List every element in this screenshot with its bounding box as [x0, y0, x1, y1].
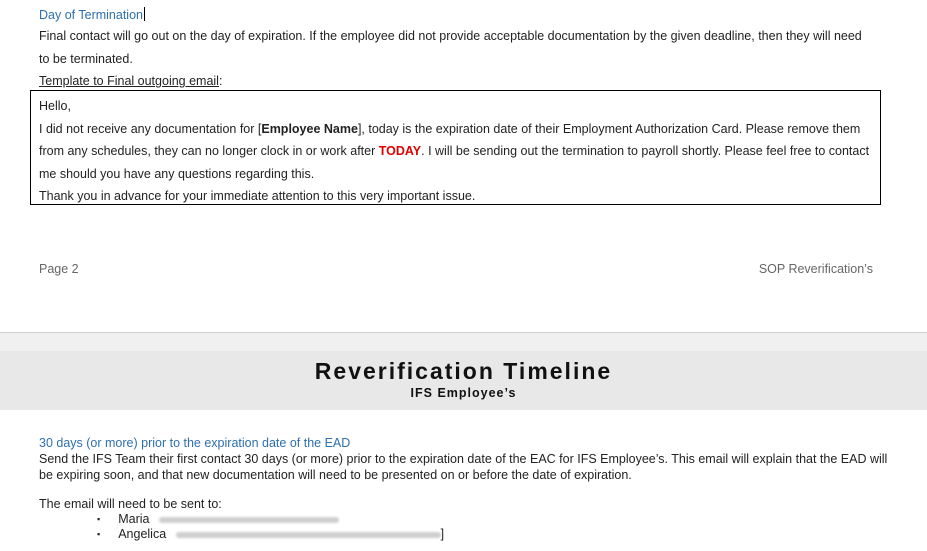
today-highlight: TODAY — [378, 144, 422, 159]
email-greeting: Hello, — [39, 99, 71, 113]
email-line1-end: . I will be sending out the termination to payroll shortly. Please feel free to contact me should you have any questions regarding this. — [39, 144, 870, 181]
recipient-name: Maria — [118, 512, 150, 526]
list-item — [97, 527, 497, 542]
email-line1-prefix: I did not receive any documentation for [ — [39, 121, 262, 136]
page-title: Reverification Timeline — [314, 358, 613, 384]
section-heading-day-of-termination — [39, 7, 145, 22]
footer-page-number: Page 2 — [39, 262, 79, 276]
email-template-box — [30, 90, 881, 205]
employee-name-placeholder: Employee Name — [261, 121, 358, 136]
sent-to-label: The email will need to be sent to: — [39, 497, 222, 511]
recipient-suffix: ] — [440, 527, 445, 541]
template-label-line — [39, 74, 222, 88]
section-heading-30-days: 30 days (or more) prior to the expiration date of the EAD — [39, 436, 351, 450]
recipient-name: Angelica — [118, 527, 167, 541]
redacted-text — [176, 532, 441, 538]
recipient-list — [97, 512, 497, 542]
template-label: Template to Final outgoing email — [39, 74, 219, 88]
template-colon: : — [218, 74, 223, 88]
termination-paragraph: Final contact will go out on the day of expiration. If the employee did not provide acceptable documentation by the given deadline, then they will need to be terminated. — [39, 29, 862, 66]
page-subtitle: IFS Employee’s — [410, 386, 517, 400]
text-cursor — [144, 7, 145, 21]
redacted-text — [159, 517, 339, 523]
footer-document-title: SOP Reverification’s — [758, 262, 873, 276]
email-body — [39, 118, 872, 186]
page-break — [0, 332, 927, 352]
email-thanks: Thank you in advance for your immediate attention to this very important issue. — [39, 189, 476, 204]
email-line1-suffix: ], today is the expiration date of their Employment Authorization Card. Please remove them from any schedules, they can no longer clock in or work after — [39, 121, 861, 159]
list-item — [97, 512, 497, 527]
bullet-icon: ▪ — [97, 529, 101, 539]
bullet-icon: ▪ — [97, 514, 101, 524]
thirty-days-paragraph: Send the IFS Team their first contact 30 days (or more) prior to the expiration date of the EAC for IFS Employee’s. This email will explain that the EAD will be expiring soon, and that new documentation will need to be presented on or before the date of expiration. — [39, 452, 888, 482]
section-heading-text: Day of Termination — [39, 8, 143, 22]
